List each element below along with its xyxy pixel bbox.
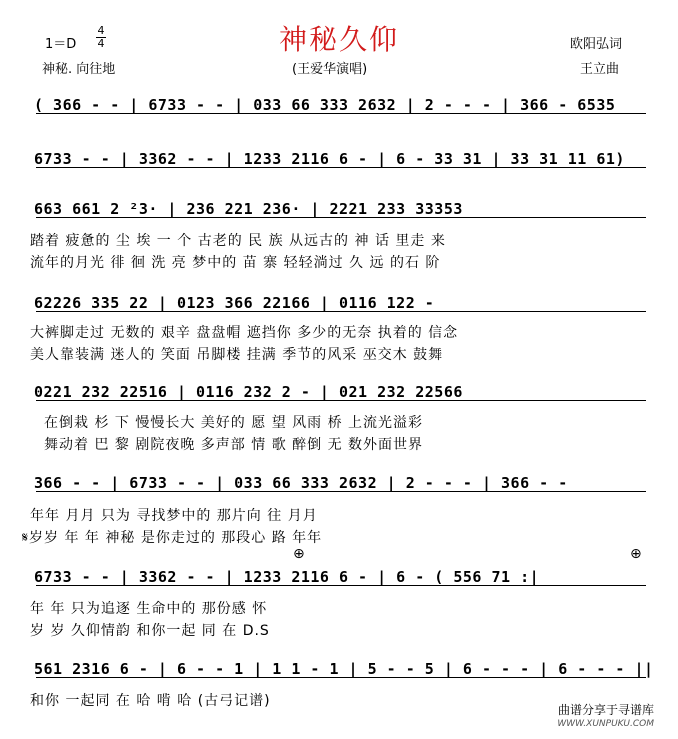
time-signature <box>96 26 106 49</box>
score-row-5: 0221 232 22516 | 0116 232 2 - | 021 232 22566 <box>34 383 463 401</box>
key-signature: 1＝D <box>45 37 77 52</box>
lyrics-row-4-verse-1: 大裤脚走过 无数的 艰辛 盘盘帽 遮挡你 多少的无奈 执着的 信念 <box>30 325 459 341</box>
lyrics-row-5-verse-2: 舞动着 巴 黎 剧院夜晚 多声部 情 歌 醉倒 无 数外面世界 <box>44 437 424 453</box>
time-bottom: 4 <box>97 37 105 50</box>
lyrics-row-5-verse-1: 在倒栽 杉 下 慢慢长大 美好的 愿 望 风雨 桥 上流光溢彩 <box>44 415 424 431</box>
lyrics-row-4-verse-2: 美人靠装满 迷人的 笑面 吊脚楼 挂满 季节的风采 巫交木 鼓舞 <box>30 347 444 363</box>
footer-credit <box>557 703 654 731</box>
time-top: 4 <box>97 24 105 37</box>
footer-text: 曲谱分享于寻谱库 <box>557 703 654 717</box>
score-row-6: 366 - - | 6733 - - | 033 66 333 2632 | 2 - - - | 366 - - <box>34 474 568 492</box>
score-row-3: 663 661 2 ²3· | 236 221 236· | 2221 233 33353 <box>34 200 463 218</box>
lyricist: 欧阳弘词 <box>570 37 623 52</box>
lyrics-row-7-verse-1: 年 年 只为追逐 生命中的 那份感 怀 <box>30 601 268 617</box>
score-row-2: 6733 - - | 3362 - - | 1233 2116 6 - | 6 - 33 31 | 33 31 11 61) <box>34 150 625 168</box>
score-row-1: ( 366 - - | 6733 - - | 033 66 333 2632 | 2 - - - | 366 - 6535 <box>34 96 616 114</box>
singer: (王爱华演唱) <box>292 62 368 77</box>
score-row-8: 561 2316 6 - | 6 - - 1 | 1 1 - 1 | 5 - - 5 | 6 - - - | 6 - - - || <box>34 660 654 678</box>
lyrics-row-7-verse-2: 岁 岁 久仰情韵 和你一起 同 在 D.S <box>30 623 270 639</box>
lyrics-row-8: 和你 一起同 在 哈 啃 哈 (古弓记谱) <box>30 693 271 709</box>
score-row-4: 62226 335 22 | 0123 366 22166 | 0116 122 - <box>34 294 435 312</box>
page-title: 神秘久仰 <box>278 23 399 56</box>
composer: 王立曲 <box>580 62 620 77</box>
segno-mark: ⊕ <box>293 546 305 562</box>
score-row-7: 6733 - - | 3362 - - | 1233 2116 6 - | 6 - ( 556 71 :| <box>34 568 540 586</box>
lyrics-row-3-verse-2: 流年的月光 徘 徊 洗 亮 梦中的 苗 寨 轻轻淌过 久 远 的石 阶 <box>30 255 441 271</box>
lyrics-row-6-verse-1: 年年 月月 只为 寻找梦中的 那片向 往 月月 <box>30 508 318 524</box>
lyrics-row-3-verse-1: 踏着 疲惫的 尘 埃 一 个 古老的 民 族 从远古的 神 话 里走 来 <box>30 233 446 249</box>
lyrics-row-6-verse-2: 𝄋岁岁 年 年 神秘 是你走过的 那段心 路 年年 <box>22 530 323 546</box>
mood-marking: 神秘. 向往地 <box>42 62 116 77</box>
coda-mark: ⊕ <box>630 546 642 562</box>
footer-site: WWW.XUNPUKU.COM <box>557 719 654 729</box>
